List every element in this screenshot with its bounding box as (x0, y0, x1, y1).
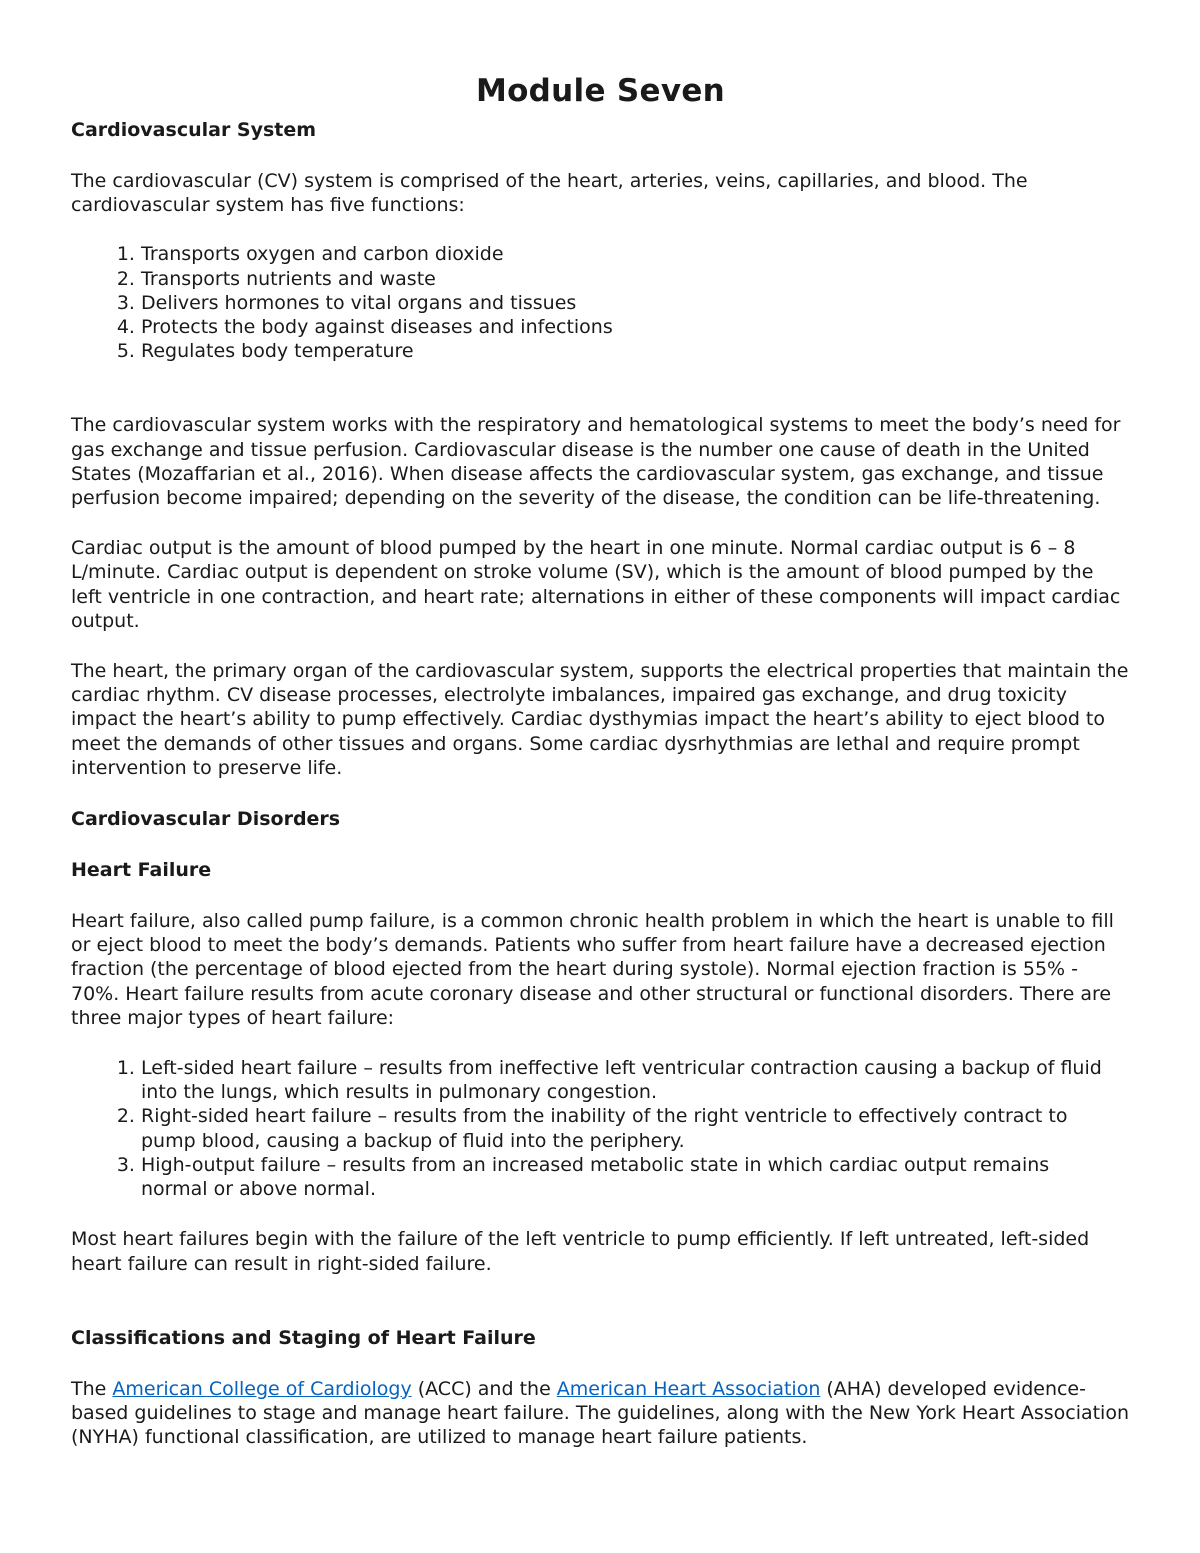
page-title: Module Seven (475, 73, 726, 109)
classification-text-mid: (ACC) and the (411, 1377, 557, 1400)
acc-link[interactable]: American College of Cardiology (112, 1377, 412, 1400)
heart-failure-types-list (71, 1056, 1130, 1201)
list-item: 4. Protects the body against diseases and infections (141, 315, 1130, 339)
list-item: 2. Right-sided heart failure – results from the inability of the right ventricle to effectively contract to pump blood, causing a backup of fluid into the periphery. (141, 1104, 1120, 1152)
heading-heart-failure: Heart Failure (71, 859, 212, 882)
cv-paragraph-gas-exchange: The cardiovascular system works with the respiratory and hematological systems to meet the body’s need for gas exchange and tissue perfusion. Cardiovascular disease is the number one cause of death in the United States (Mozaffarian et al., 2016). When disease affects the cardiovascular system, gas exchange, and tissue perfusion become impaired; depending on the severity of the disease, the condition can be life-threatening. (71, 414, 1121, 510)
heart-failure-paragraph: Heart failure, also called pump failure, is a common chronic health problem in which the heart is unable to fill or eject blood to meet the body’s demands. Patients who suffer from heart failure have a decreased ejection fraction (the percentage of blood ejected from the heart during systole). Normal ejection fraction is 55% - 70%. Heart failure results from acute coronary disease and other structural or functional disorders. There are three major types of heart failure: (71, 910, 1114, 1029)
list-item: 2. Transports nutrients and waste (141, 267, 1130, 291)
list-item: 3. High-output failure – results from an increased metabolic state in which cardiac output remains normal or above normal. (141, 1153, 1120, 1201)
cv-paragraph-cardiac-output: Cardiac output is the amount of blood pumped by the heart in one minute. Normal cardiac output is 6 – 8 L/minute. Cardiac output is dependent on stroke volume (SV), which is the amount of blood pumped by the left ventricle in one contraction, and heart rate; alternations in either of these components will impact cardiac output. (71, 537, 1121, 632)
classification-paragraph (71, 1377, 1130, 1450)
list-item: 5. Regulates body temperature (141, 339, 1130, 363)
classification-text-end: (AHA) developed evidence-based guidelines to stage and manage heart failure. The guidelines, along with the New York Heart Association (NYHA) functional classification, are utilized to manage heart failure patients. (71, 1377, 1130, 1449)
classification-text-start: The (71, 1377, 113, 1400)
aha-link[interactable]: American Heart Association (556, 1377, 821, 1400)
heading-cardiovascular-system: Cardiovascular System (71, 119, 317, 141)
heading-classifications-staging: Classifications and Staging of Heart Failure (71, 1326, 536, 1349)
list-item: 1. Left-sided heart failure – results from ineffective left ventricular contraction causing a backup of fluid into the lungs, which results in pulmonary congestion. (141, 1056, 1120, 1104)
heading-cardiovascular-disorders: Cardiovascular Disorders (71, 808, 341, 831)
cv-paragraph-heart-rhythm: The heart, the primary organ of the cardiovascular system, supports the electrical properties that maintain the cardiac rhythm. CV disease processes, electrolyte imbalances, impaired gas exchange, and drug toxicity impact the heart’s ability to pump effectively. Cardiac dysthymias impact the heart’s ability to eject blood to meet the demands of other tissues and organs. Some cardiac dysrhythmias are lethal and require prompt intervention to preserve life. (71, 660, 1129, 779)
list-item: 3. Delivers hormones to vital organs and tissues (141, 291, 1130, 315)
heart-failure-progression-paragraph: Most heart failures begin with the failure of the left ventricle to pump efficiently. If left untreated, left-sided heart failure can result in right-sided failure. (71, 1228, 1090, 1275)
list-item: 1. Transports oxygen and carbon dioxide (141, 242, 1130, 266)
cv-intro-paragraph: The cardiovascular (CV) system is comprised of the heart, arteries, veins, capillaries, and blood. The cardiovascular system has five functions: (71, 170, 1028, 217)
cv-functions-list (71, 242, 1130, 363)
